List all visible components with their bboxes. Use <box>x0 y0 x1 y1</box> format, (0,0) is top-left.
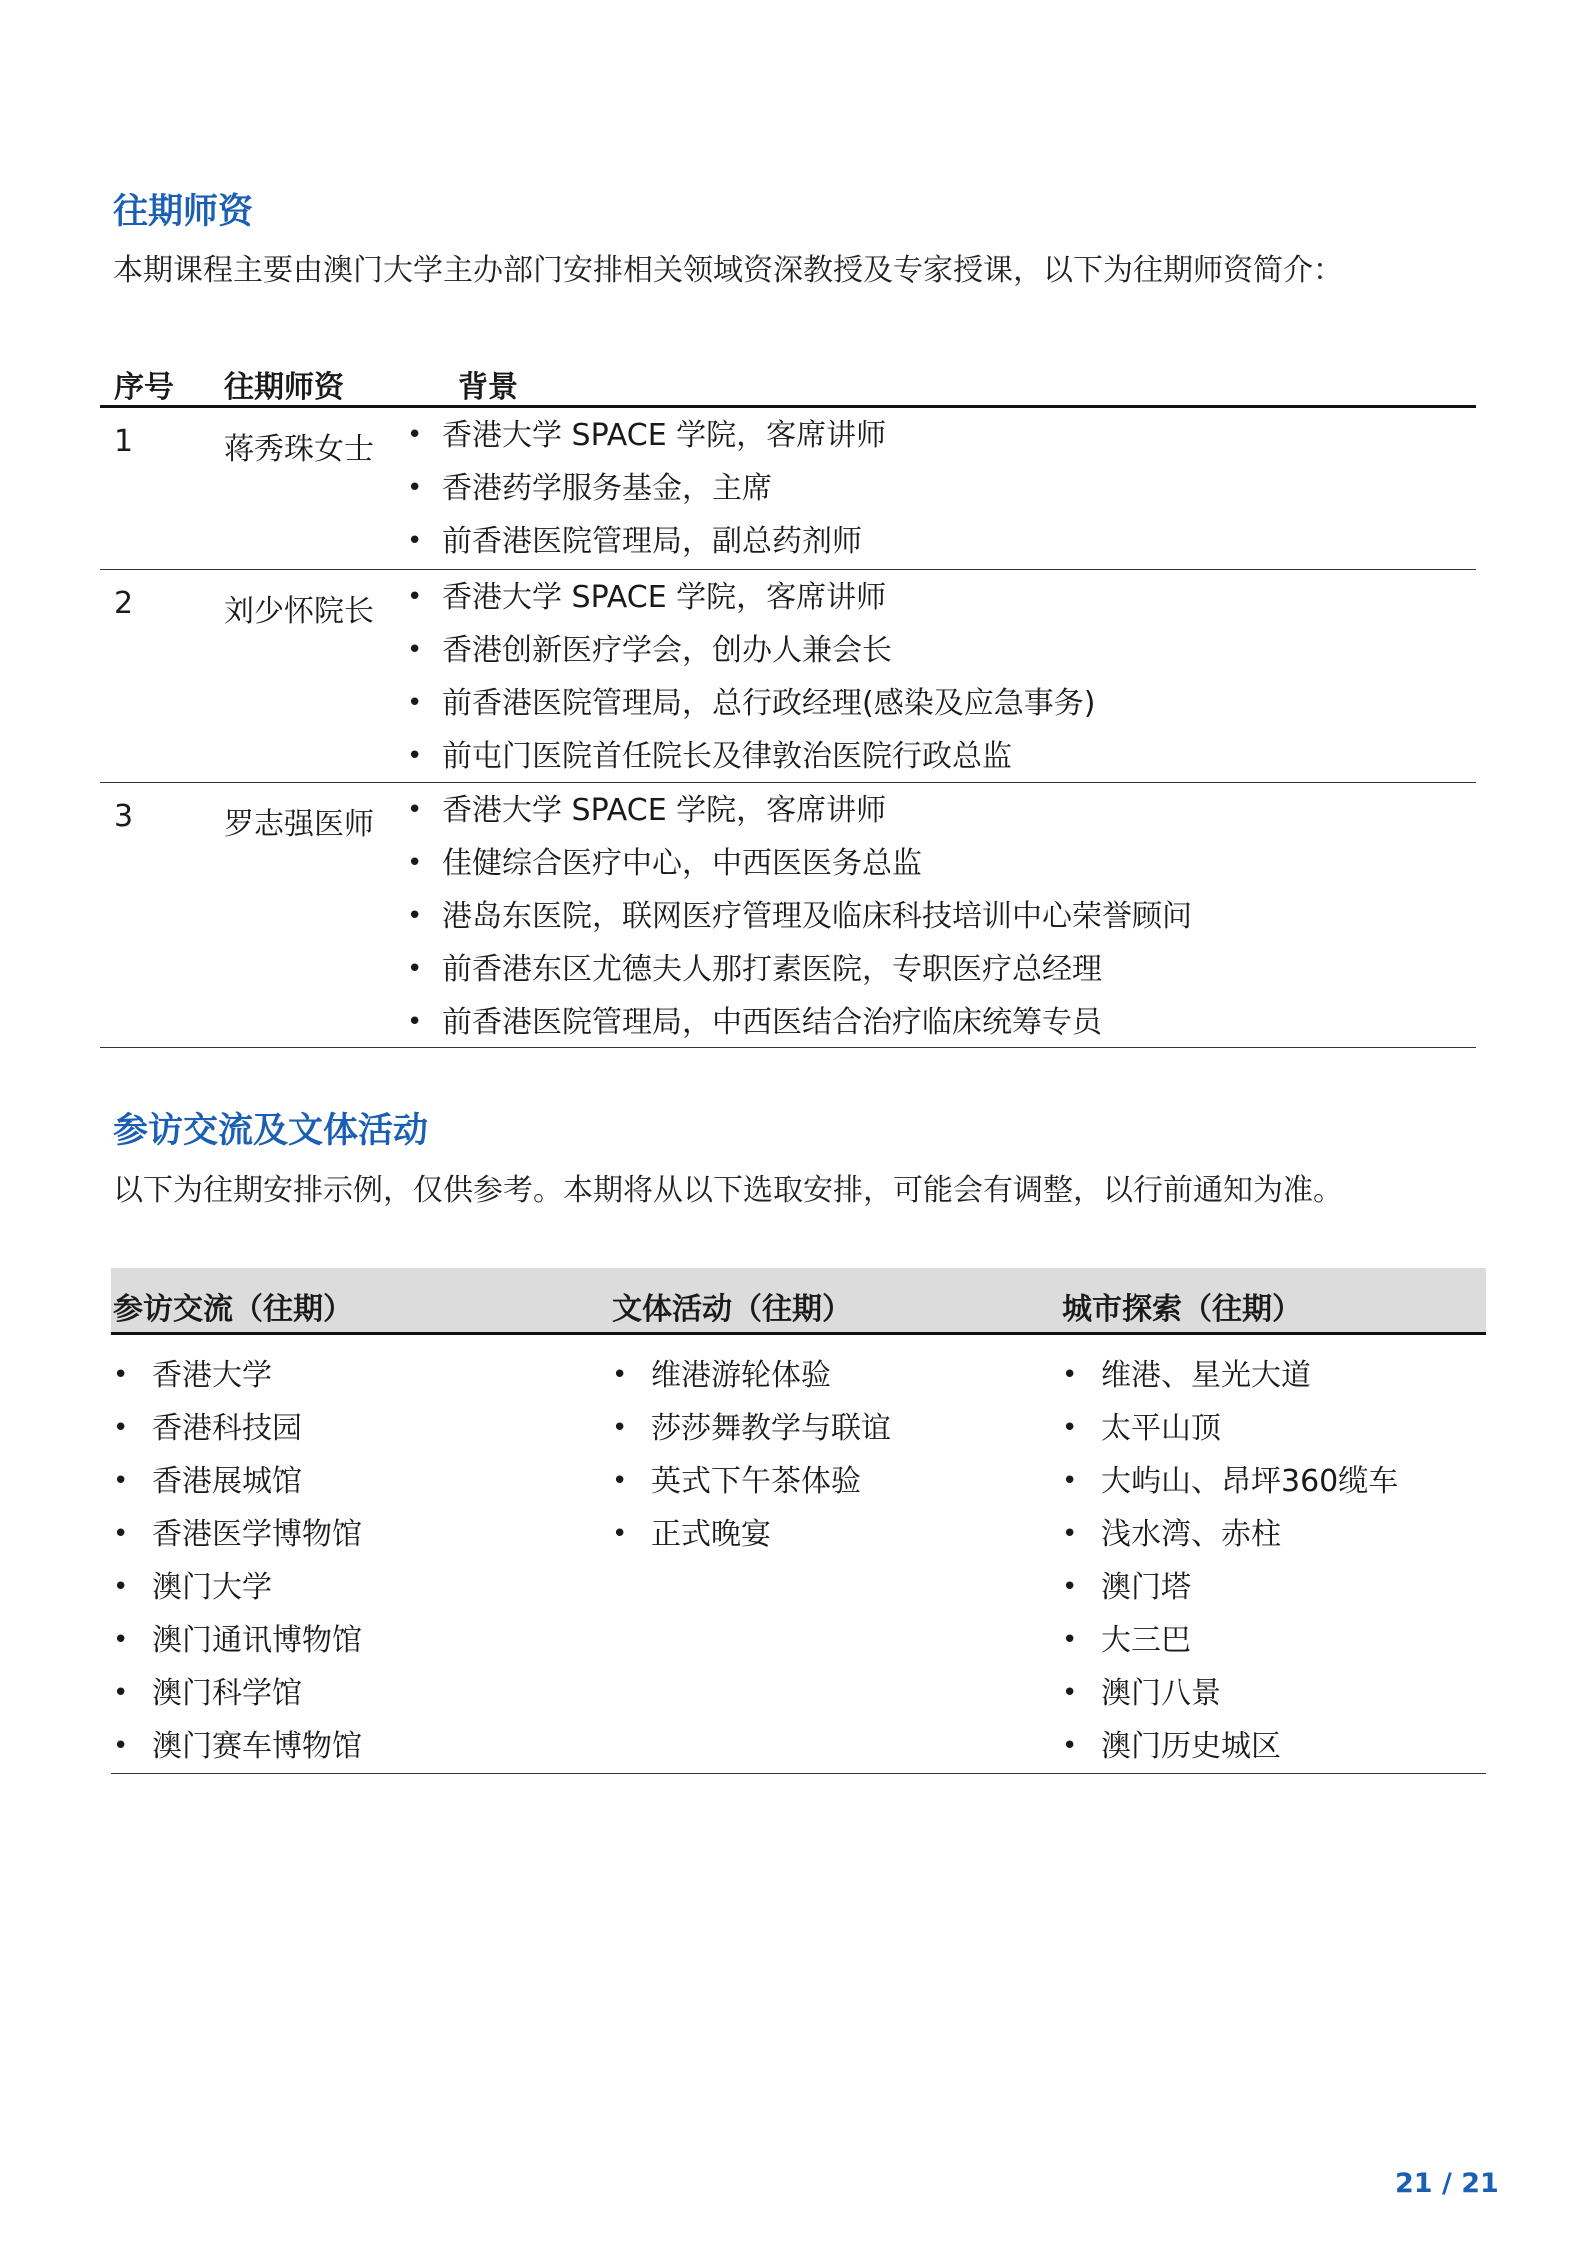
header-background: 背景 <box>458 370 518 405</box>
activities-table-header <box>111 1268 1486 1335</box>
list-item: • 香港科技园 <box>111 1402 362 1455</box>
list-item: • 香港大学 SPACE 学院，客席讲师 <box>442 784 1476 837</box>
faculty-name: 罗志强医师 <box>224 807 374 842</box>
list-item: • 前屯门医院首任院长及律敦治医院行政总监 <box>442 730 1476 783</box>
header-cultural: 文体活动（往期） <box>612 1292 852 1327</box>
list-item: • 澳门赛车博物馆 <box>111 1720 362 1773</box>
row-number: 2 <box>114 586 134 621</box>
list-item: • 正式晚宴 <box>610 1508 891 1561</box>
list-item: • 前香港医院管理局，中西医结合治疗临床统筹专员 <box>442 996 1476 1049</box>
list-item: • 英式下午茶体验 <box>610 1455 891 1508</box>
table-row <box>100 570 1476 783</box>
list-item: • 澳门八景 <box>1060 1667 1398 1720</box>
list-item: • 维港、星光大道 <box>1060 1349 1398 1402</box>
faculty-name: 蒋秀珠女士 <box>224 432 374 467</box>
list-item: • 香港药学服务基金，主席 <box>442 462 1476 515</box>
table-row <box>100 783 1476 1048</box>
table-row <box>100 408 1476 570</box>
activities-intro: 以下为往期安排示例，仅供参考。本期将从以下选取安排，可能会有调整，以行前通知为准。 <box>113 1173 1343 1208</box>
faculty-name: 刘少怀院长 <box>224 594 374 629</box>
row-number: 3 <box>114 799 134 834</box>
faculty-intro: 本期课程主要由澳门大学主办部门安排相关领域资深教授及专家授课，以下为往期师资简介： <box>113 253 1343 288</box>
list-item: • 澳门科学馆 <box>111 1667 362 1720</box>
list-item: • 浅水湾、赤柱 <box>1060 1508 1398 1561</box>
header-visits: 参访交流（往期） <box>113 1292 353 1327</box>
faculty-table <box>100 350 1476 1048</box>
list-item: • 香港医学博物馆 <box>111 1508 362 1561</box>
visits-list <box>111 1349 362 1773</box>
list-item: • 太平山顶 <box>1060 1402 1398 1455</box>
activities-table-body <box>111 1335 1486 1774</box>
list-item: • 澳门通讯博物馆 <box>111 1614 362 1667</box>
list-item: • 香港大学 <box>111 1349 362 1402</box>
header-city: 城市探索（往期） <box>1062 1292 1302 1327</box>
list-item: • 大屿山、昂坪360缆车 <box>1060 1455 1398 1508</box>
row-number: 1 <box>114 424 134 459</box>
header-number: 序号 <box>114 370 174 405</box>
list-item: • 澳门塔 <box>1060 1561 1398 1614</box>
list-item: • 澳门历史城区 <box>1060 1720 1398 1773</box>
activities-table <box>111 1268 1486 1774</box>
list-item: • 前香港医院管理局，总行政经理(感染及应急事务) <box>442 677 1476 730</box>
list-item: • 莎莎舞教学与联谊 <box>610 1402 891 1455</box>
list-item: • 香港大学 SPACE 学院，客席讲师 <box>442 409 1476 462</box>
list-item: • 香港创新医疗学会，创办人兼会长 <box>442 624 1476 677</box>
list-item: • 前香港东区尤德夫人那打素医院，专职医疗总经理 <box>442 943 1476 996</box>
list-item: • 港岛东医院，联网医疗管理及临床科技培训中心荣誉顾问 <box>442 890 1476 943</box>
page-number: 21 / 21 <box>1395 2168 1499 2199</box>
city-list <box>1060 1349 1398 1773</box>
list-item: • 前香港医院管理局，副总药剂师 <box>442 515 1476 568</box>
list-item: • 香港展城馆 <box>111 1455 362 1508</box>
list-item: • 佳健综合医疗中心，中西医医务总监 <box>442 837 1476 890</box>
list-item: • 维港游轮体验 <box>610 1349 891 1402</box>
header-faculty: 往期师资 <box>224 370 344 405</box>
faculty-table-header <box>100 350 1476 408</box>
cultural-list <box>610 1349 891 1561</box>
activities-section-title: 参访交流及文体活动 <box>113 1111 429 1151</box>
list-item: • 大三巴 <box>1060 1614 1398 1667</box>
faculty-section-title: 往期师资 <box>113 192 254 232</box>
list-item: • 香港大学 SPACE 学院，客席讲师 <box>442 571 1476 624</box>
list-item: • 澳门大学 <box>111 1561 362 1614</box>
